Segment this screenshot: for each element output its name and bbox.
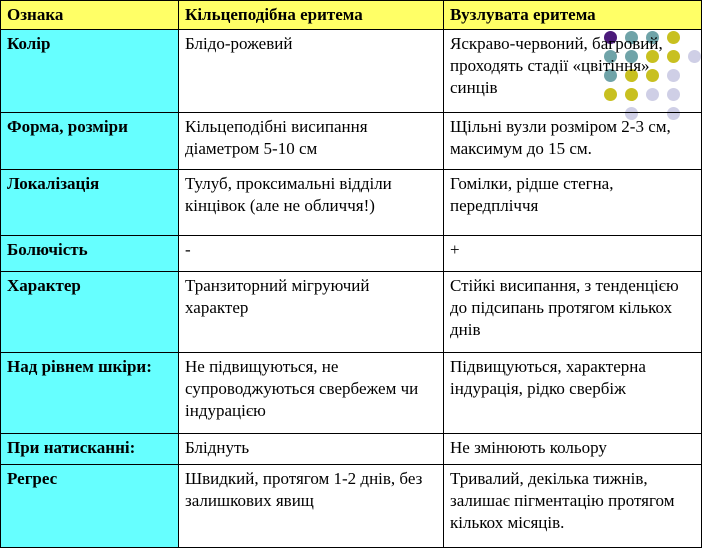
annular-erythema-cell: Транзиторний мігруючий характер <box>179 272 444 353</box>
feature-cell: Характер <box>1 272 179 353</box>
table-row <box>1 170 702 236</box>
annular-erythema-cell: Швидкий, протягом 1-2 днів, без залишкових явищ <box>179 465 444 548</box>
header-cell: Вузлувата еритема <box>444 1 702 30</box>
header-cell: Ознака <box>1 1 179 30</box>
table-row <box>1 272 702 353</box>
table-row <box>1 353 702 434</box>
table-row <box>1 113 702 170</box>
table-row <box>1 30 702 113</box>
feature-cell: Форма, розміри <box>1 113 179 170</box>
nodular-erythema-cell: Гомілки, рідше стегна, передпліччя <box>444 170 702 236</box>
nodular-erythema-cell: Стійкі висипання, з тенденцією до підсипань протягом кількох днів <box>444 272 702 353</box>
table-row <box>1 236 702 272</box>
feature-cell: Регрес <box>1 465 179 548</box>
feature-cell: Локалізація <box>1 170 179 236</box>
nodular-erythema-cell: Щільні вузли розміром 2-3 см, максимум до 15 см. <box>444 113 702 170</box>
annular-erythema-cell: Блідо-рожевий <box>179 30 444 113</box>
annular-erythema-cell: Тулуб, проксимальні відділи кінцівок (але не обличчя!) <box>179 170 444 236</box>
table-header-row <box>1 1 702 30</box>
header-cell: Кільцеподібна еритема <box>179 1 444 30</box>
nodular-erythema-cell: + <box>444 236 702 272</box>
feature-cell: Над рівнем шкіри: <box>1 353 179 434</box>
annular-erythema-cell: Кільцеподібні висипання діаметром 5-10 см <box>179 113 444 170</box>
feature-cell: Колір <box>1 30 179 113</box>
feature-cell: Болючість <box>1 236 179 272</box>
annular-erythema-cell: - <box>179 236 444 272</box>
annular-erythema-cell: Не підвищуються, не супроводжуються свербежем чи індурацією <box>179 353 444 434</box>
annular-erythema-cell: Бліднуть <box>179 434 444 465</box>
feature-cell: При натисканні: <box>1 434 179 465</box>
nodular-erythema-cell: Яскраво-червоний, багровий, проходять стадії «цвітіння» синців <box>444 30 702 113</box>
nodular-erythema-cell: Тривалий, декілька тижнів, залишає пігментацію протягом кількох місяців. <box>444 465 702 548</box>
table-row <box>1 434 702 465</box>
nodular-erythema-cell: Не змінюють кольору <box>444 434 702 465</box>
table-row <box>1 465 702 548</box>
nodular-erythema-cell: Підвищуються, характерна індурація, рідко свербіж <box>444 353 702 434</box>
